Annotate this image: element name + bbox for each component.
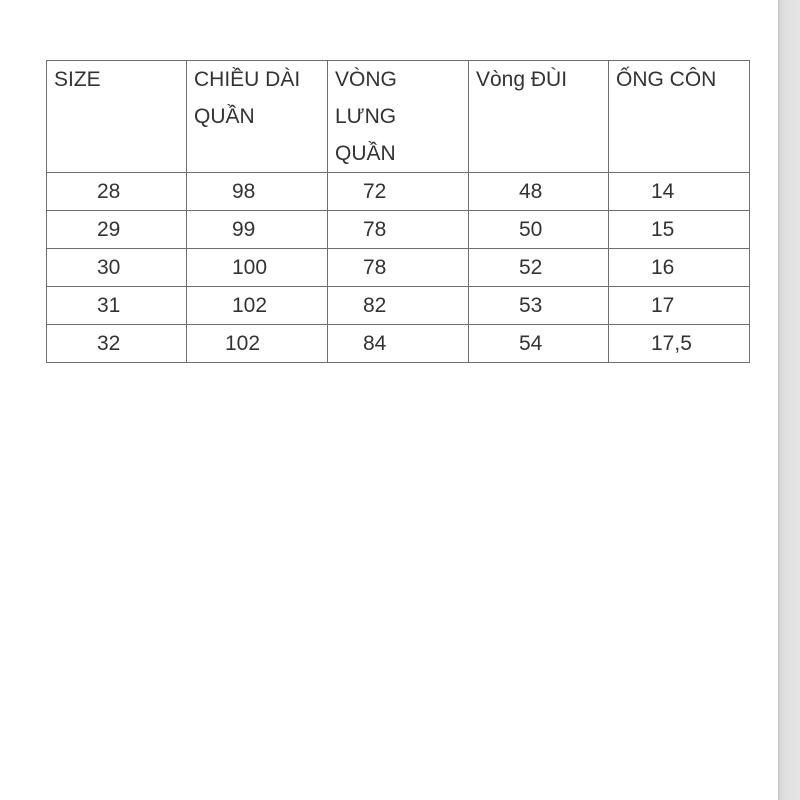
cell-size: 30: [47, 249, 187, 287]
table-row: [47, 287, 750, 325]
size-chart-table: [46, 60, 750, 363]
header-thigh: [469, 61, 609, 173]
table-row: [47, 211, 750, 249]
table-row: [47, 325, 750, 363]
cell-thigh: 53: [469, 287, 609, 325]
cell-thigh: 48: [469, 173, 609, 211]
table-row: [47, 173, 750, 211]
cell-thigh: 50: [469, 211, 609, 249]
header-label: VÒNG: [335, 68, 397, 91]
header-label: Vòng ĐÙI: [476, 68, 568, 91]
cell-waist: 78: [328, 249, 469, 287]
header-label: SIZE: [54, 68, 101, 91]
cell-leg-opening: 16: [609, 249, 750, 287]
cell-size: 32: [47, 325, 187, 363]
cell-leg-opening: 17,5: [609, 325, 750, 363]
cell-size: 31: [47, 287, 187, 325]
header-leg-opening: [609, 61, 750, 173]
table-row: [47, 249, 750, 287]
cell-waist: 84: [328, 325, 469, 363]
cell-leg-opening: 14: [609, 173, 750, 211]
cell-length: 99: [187, 211, 328, 249]
cell-waist: 82: [328, 287, 469, 325]
cell-length: 98: [187, 173, 328, 211]
cell-size: 29: [47, 211, 187, 249]
page-edge-shadow: [778, 0, 800, 800]
cell-size: 28: [47, 173, 187, 211]
cell-length: 100: [187, 249, 328, 287]
header-label: CHIỀU DÀI: [194, 68, 301, 91]
cell-thigh: 54: [469, 325, 609, 363]
header-waist: [328, 61, 469, 173]
cell-thigh: 52: [469, 249, 609, 287]
header-length: [187, 61, 328, 173]
header-label: ỐNG CÔN: [616, 68, 717, 91]
cell-waist: 78: [328, 211, 469, 249]
cell-length: 102: [187, 287, 328, 325]
header-label: QUẦN: [335, 142, 396, 165]
header-label: LƯNG: [335, 105, 397, 128]
header-size: [47, 61, 187, 173]
header-row: [47, 61, 750, 173]
cell-waist: 72: [328, 173, 469, 211]
header-label: QUẦN: [194, 105, 255, 128]
cell-length: 102: [187, 325, 328, 363]
cell-leg-opening: 17: [609, 287, 750, 325]
cell-leg-opening: 15: [609, 211, 750, 249]
